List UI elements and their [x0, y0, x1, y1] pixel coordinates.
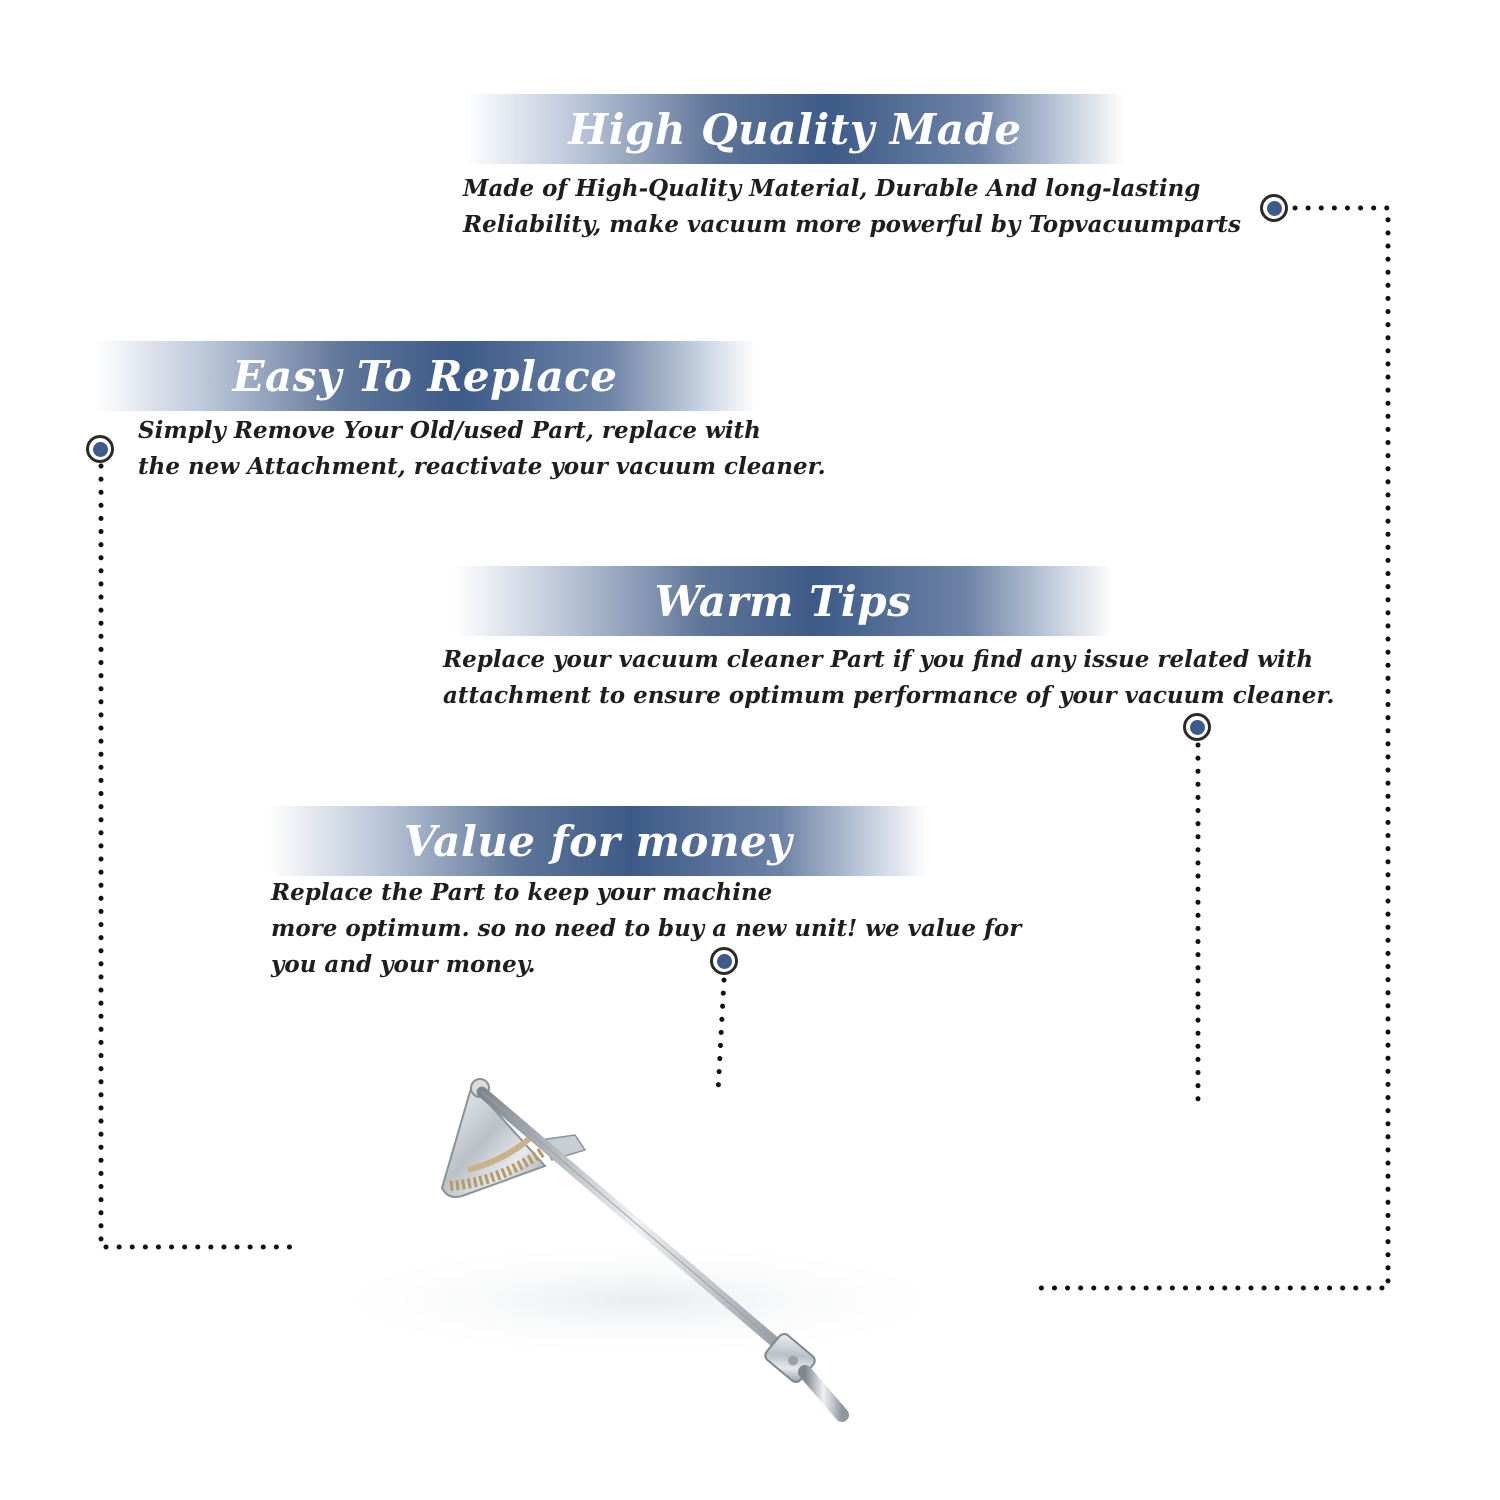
desc-line: you and your money.: [271, 951, 536, 978]
desc-line: Replace your vacuum cleaner Part if you find any issue related with: [443, 646, 1314, 673]
desc-line: Simply Remove Your Old/used Part, replace with: [138, 417, 761, 444]
desc-line: the new Attachment, reactivate your vacuum cleaner.: [138, 453, 826, 480]
desc-line: more optimum. so no need to buy a new unit! we value for: [271, 915, 1022, 942]
banner-title-value-money: Value for money: [403, 816, 793, 866]
desc-line: Replace the Part to keep your machine: [271, 879, 773, 906]
banner-title-easy-replace: Easy To Replace: [232, 351, 618, 401]
desc-line: Made of High-Quality Material, Durable And long-lasting: [463, 175, 1201, 202]
banner-title-high-quality: High Quality Made: [568, 104, 1022, 154]
banner-title-warm-tips: Warm Tips: [654, 576, 912, 626]
desc-line: attachment to ensure optimum performance of your vacuum cleaner.: [443, 682, 1335, 709]
desc-line: Reliability, make vacuum more powerful by Topvacuumparts: [463, 211, 1241, 238]
